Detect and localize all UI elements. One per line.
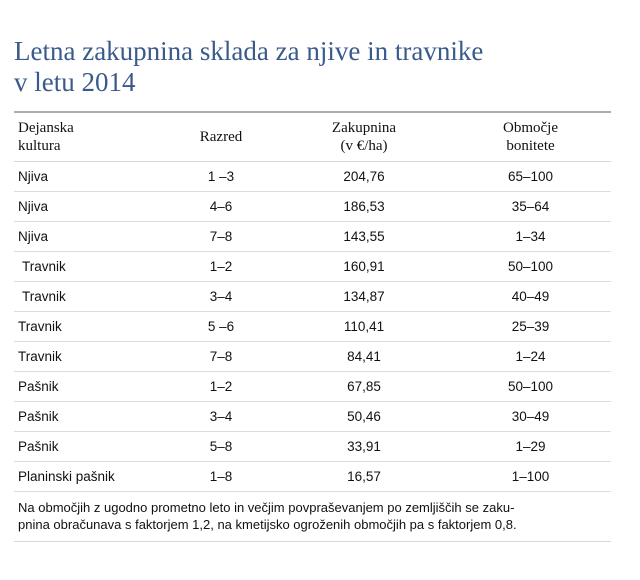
cell-class: 1–2 [164,252,278,282]
cell-rent: 50,46 [278,402,450,432]
cell-culture: Njiva [14,192,164,222]
header-culture: Dejanska kultura [14,113,164,162]
table-row [14,312,611,342]
header-area: Območje bonitete [450,113,611,162]
cell-culture: Njiva [14,222,164,252]
cell-culture: Planinski pašnik [14,462,164,492]
cell-range: 1–29 [450,432,611,462]
cell-class: 1–8 [164,462,278,492]
bottom-divider [14,541,611,542]
footnote-line-1: Na območjih z ugodno prometno leto in večjim povpraševanjem po zemljiščih se zaku- [18,500,515,515]
footnote [18,499,608,533]
cell-class: 3–4 [164,402,278,432]
cell-rent: 143,55 [278,222,450,252]
cell-culture: Njiva [14,162,164,192]
cell-class: 1–2 [164,372,278,402]
footnote-line-2: pnina obračunava s faktorjem 1,2, na kmetijsko ogroženih območjih pa s faktorjem 0,8. [18,517,517,532]
cell-rent: 186,53 [278,192,450,222]
cell-range: 25–39 [450,312,611,342]
cell-range: 40–49 [450,282,611,312]
cell-class: 3–4 [164,282,278,312]
header-rent: Zakupnina (v €/ha) [278,113,450,162]
cell-class: 4–6 [164,192,278,222]
title-line-2: v letu 2014 [14,67,136,97]
cell-culture: Pašnik [14,372,164,402]
table-row [14,432,611,462]
cell-rent: 33,91 [278,432,450,462]
rent-table [14,113,611,492]
page-title [14,36,614,98]
title-line-1: Letna zakupnina sklada za njive in travnike [14,36,484,66]
table-row [14,162,611,192]
cell-range: 35–64 [450,192,611,222]
table-row [14,462,611,492]
cell-range: 30–49 [450,402,611,432]
cell-rent: 110,41 [278,312,450,342]
table-row [14,342,611,372]
cell-culture: Travnik [14,342,164,372]
cell-culture: Travnik [14,312,164,342]
cell-class: 7–8 [164,222,278,252]
cell-culture: Pašnik [14,402,164,432]
table-row [14,192,611,222]
table-row [14,282,611,312]
cell-range: 50–100 [450,372,611,402]
table-row [14,402,611,432]
cell-range: 50–100 [450,252,611,282]
cell-rent: 16,57 [278,462,450,492]
cell-range: 1–24 [450,342,611,372]
table-row [14,372,611,402]
cell-rent: 160,91 [278,252,450,282]
cell-culture: Pašnik [14,432,164,462]
cell-rent: 134,87 [278,282,450,312]
cell-culture: Travnik [14,252,164,282]
table-header-row [14,113,611,162]
cell-range: 65–100 [450,162,611,192]
cell-range: 1–34 [450,222,611,252]
cell-rent: 67,85 [278,372,450,402]
cell-rent: 84,41 [278,342,450,372]
table-row [14,222,611,252]
cell-range: 1–100 [450,462,611,492]
header-class: Razred [164,113,278,162]
table-row [14,252,611,282]
cell-class: 7–8 [164,342,278,372]
cell-class: 5 –6 [164,312,278,342]
cell-rent: 204,76 [278,162,450,192]
cell-culture: Travnik [14,282,164,312]
cell-class: 5–8 [164,432,278,462]
cell-class: 1 –3 [164,162,278,192]
